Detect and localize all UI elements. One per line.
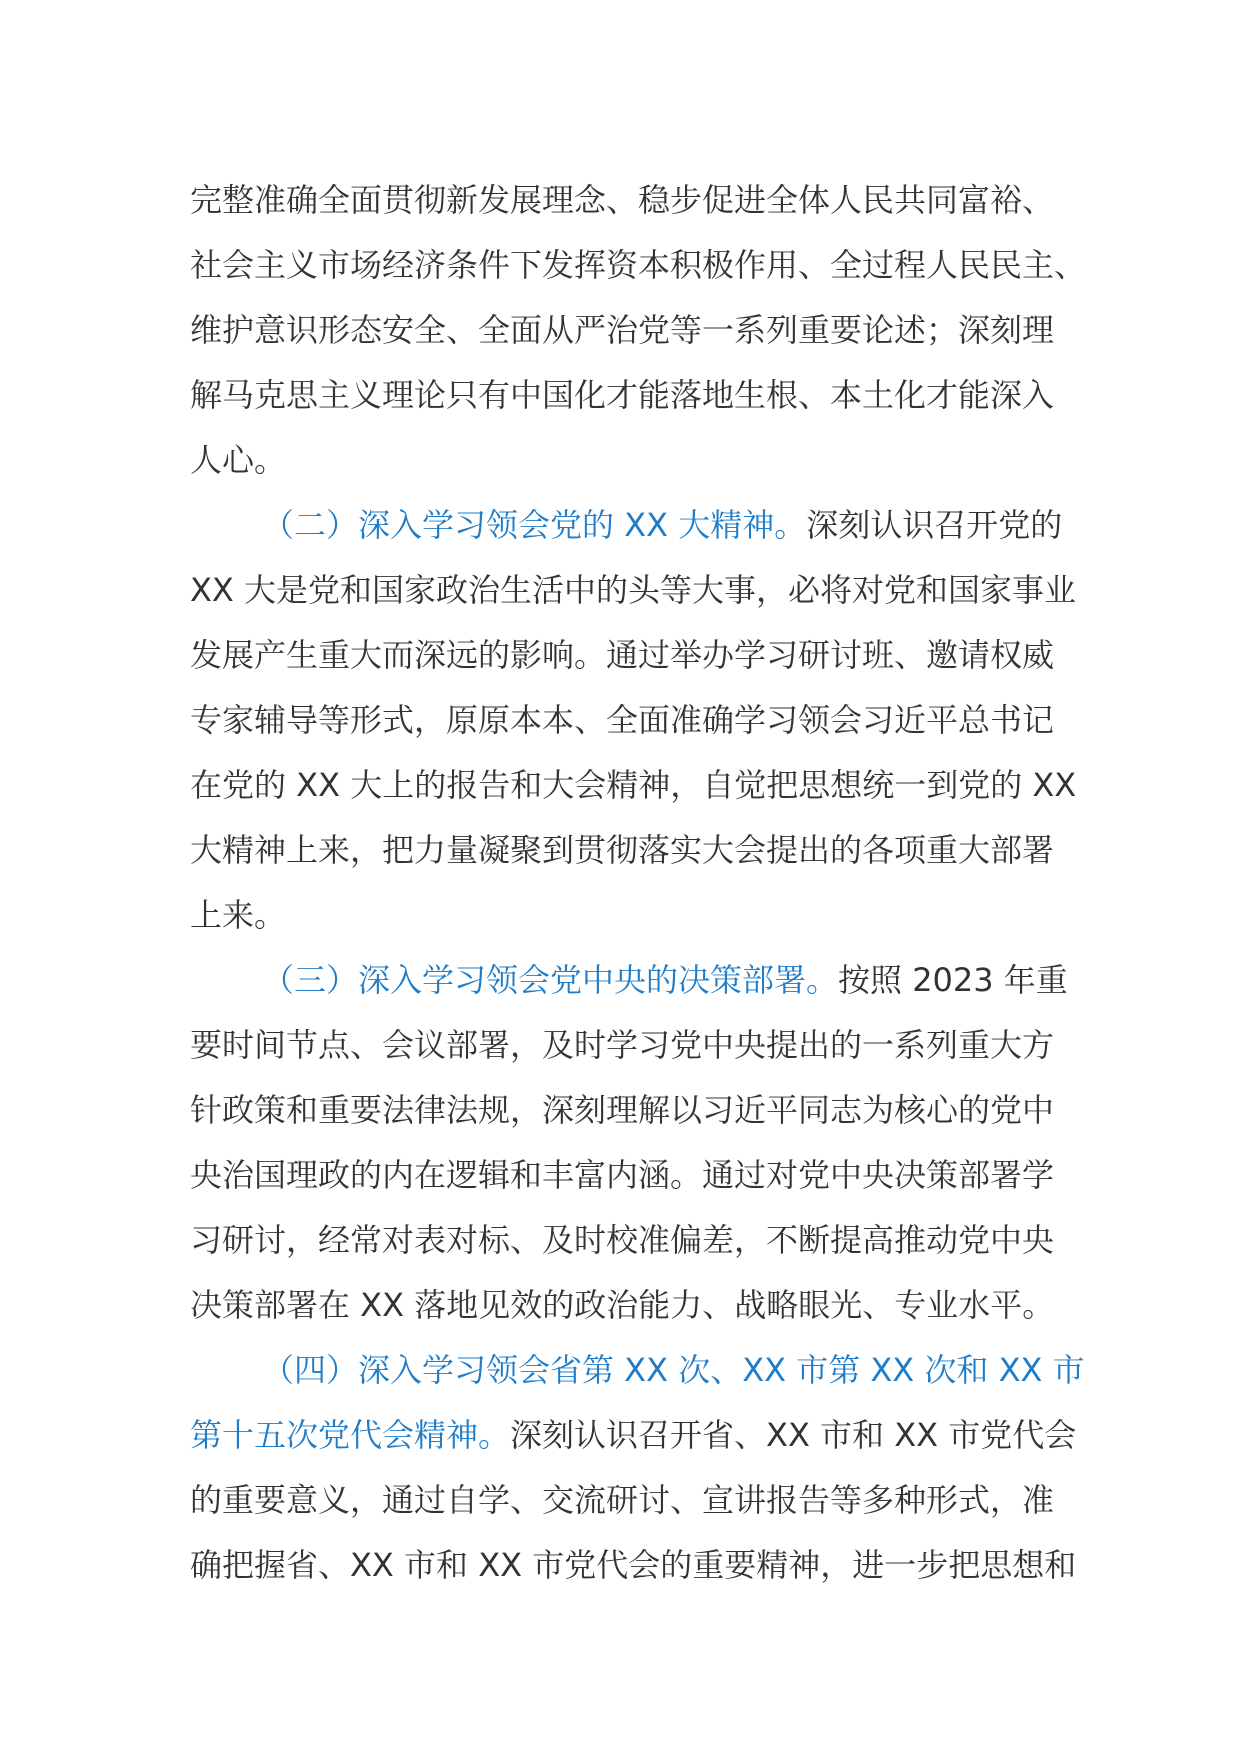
body-text: 上来。	[190, 896, 287, 934]
body-text: 社会主义市场经济条件下发挥资本积极作用、全过程人民民主、	[190, 246, 1087, 284]
body-text: 维护意识形态安全、全面从严治党等一系列重要论述；深刻理	[190, 311, 1055, 349]
text-line	[190, 818, 1060, 883]
body-text: 要时间节点、会议部署，及时学习党中央提出的一系列重大方	[190, 1026, 1055, 1064]
section-heading: （三）深入学习领会党中央的决策部署。	[262, 961, 839, 999]
body-text: 按照 2023 年重	[838, 961, 1068, 999]
body-text: XX 大是党和国家政治生活中的头等大事，必将对党和国家事业	[190, 571, 1077, 609]
text-line	[190, 883, 1060, 948]
text-line	[190, 1143, 1060, 1208]
body-text: 发展产生重大而深远的影响。通过举办学习研讨班、邀请权威	[190, 636, 1055, 674]
body-text: 在党的 XX 大上的报告和大会精神，自觉把思想统一到党的 XX	[190, 766, 1077, 804]
text-line	[190, 948, 1068, 1013]
text-line	[190, 1403, 1077, 1468]
section-heading: （四）深入学习领会省第 XX 次、XX 市第 XX 次和 XX 市	[262, 1351, 1085, 1389]
text-line	[190, 428, 1060, 493]
body-text: 深刻认识召开党的	[806, 506, 1063, 544]
text-line	[190, 493, 1063, 558]
text-line	[190, 558, 1077, 623]
text-line	[190, 168, 1060, 233]
body-text: 针政策和重要法律法规，深刻理解以习近平同志为核心的党中	[190, 1091, 1055, 1129]
text-line	[190, 363, 1060, 428]
body-text: 完整准确全面贯彻新发展理念、稳步促进全体人民共同富裕、	[190, 181, 1055, 219]
text-line	[190, 1338, 1085, 1403]
text-line	[190, 688, 1060, 753]
body-text: 央治国理政的内在逻辑和丰富内涵。通过对党中央决策部署学	[190, 1156, 1055, 1194]
body-text: 习研讨，经常对表对标、及时校准偏差，不断提高推动党中央	[190, 1221, 1055, 1259]
text-line	[190, 1013, 1060, 1078]
body-text: 深刻认识召开省、XX 市和 XX 市党代会	[510, 1416, 1077, 1454]
document-body	[190, 168, 1087, 1598]
text-line	[190, 1273, 1060, 1338]
body-text: 解马克思主义理论只有中国化才能落地生根、本土化才能深入	[190, 376, 1055, 414]
section-heading: 第十五次党代会精神。	[190, 1416, 511, 1454]
text-line	[190, 1468, 1060, 1533]
text-line	[190, 233, 1087, 298]
text-line	[190, 753, 1077, 818]
section-heading: （二）深入学习领会党的 XX 大精神。	[262, 506, 807, 544]
text-line	[190, 1533, 1077, 1598]
body-text: 专家辅导等形式，原原本本、全面准确学习领会习近平总书记	[190, 701, 1055, 739]
body-text: 决策部署在 XX 落地见效的政治能力、战略眼光、专业水平。	[190, 1286, 1055, 1324]
body-text: 确把握省、XX 市和 XX 市党代会的重要精神，进一步把思想和	[190, 1546, 1077, 1584]
text-line	[190, 623, 1060, 688]
text-line	[190, 298, 1060, 363]
body-text: 大精神上来，把力量凝聚到贯彻落实大会提出的各项重大部署	[190, 831, 1055, 869]
text-line	[190, 1078, 1060, 1143]
body-text: 人心。	[190, 441, 287, 479]
body-text: 的重要意义，通过自学、交流研讨、宣讲报告等多种形式，准	[190, 1481, 1055, 1519]
text-line	[190, 1208, 1060, 1273]
